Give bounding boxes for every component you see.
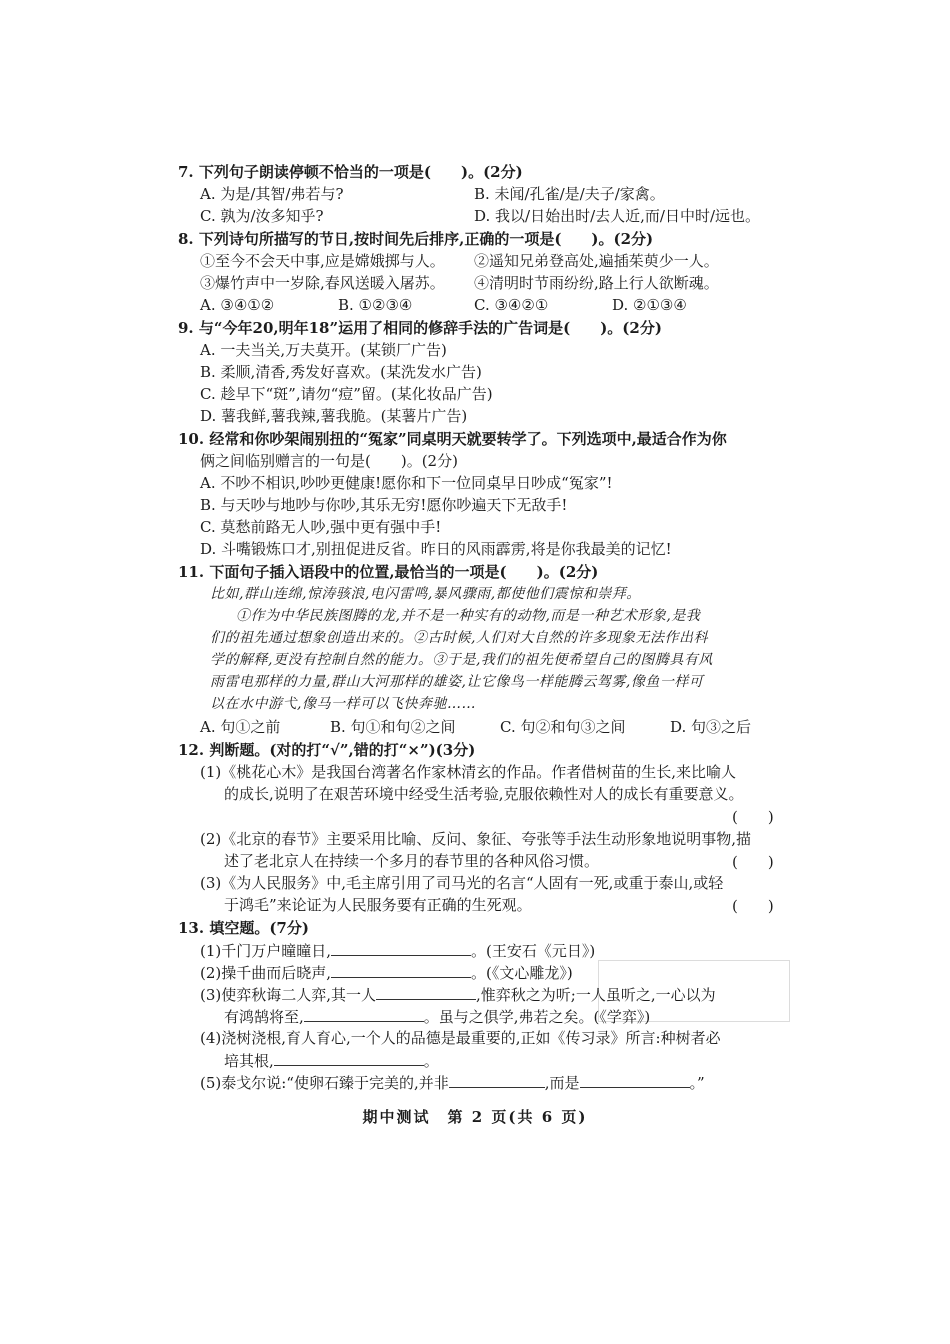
q11-passage-line-4: 雨雷电那样的力量,群山大河那样的雄姿,让它像鸟一样能腾云驾雾,像鱼一样可 <box>210 674 704 690</box>
q11-passage-line-1: ①作为中华民族图腾的龙,并不是一种实有的动物,而是一种艺术形象,是我 <box>236 608 701 624</box>
q11-option-c: C. 句②和句③之间 <box>500 718 626 736</box>
q11-passage-line-2: 们的祖先通过想象创造出来的。②古时候,人们对大自然的许多现象无法作出科 <box>210 630 708 646</box>
q13-fill-3-cont-suffix: 。虽与之俱学,弗若之矣。(《学弈》) <box>423 1008 651 1026</box>
q13-fill-1-suffix: 。(王安石《元日》) <box>471 942 596 960</box>
q11-passage-line-5: 以在水中游弋,像马一样可以飞快奔驰…… <box>210 696 476 712</box>
q13-fill-4-line-2 <box>224 1050 439 1071</box>
q9-option-a: A. 一夫当关,万夫莫开。(某锁厂广告) <box>200 341 447 359</box>
q11-option-a: A. 句①之前 <box>200 718 281 736</box>
q13-fill-5-suffix: 。” <box>689 1074 705 1092</box>
page-footer: 期中测试 第 2 页(共 6 页) <box>362 1108 588 1126</box>
q7-option-b: B. 未闻/孔雀/是/夫子/家禽。 <box>474 185 665 203</box>
q7-stem: 7. 下列句子朗读停顿不恰当的一项是( )。(2分) <box>178 163 523 181</box>
q13-fill-2-suffix: 。(《文心雕龙》) <box>471 964 573 982</box>
q13-fill-3-cont <box>224 1006 650 1027</box>
q13-fill-2-prefix: (2)操千曲而后晓声, <box>200 964 332 982</box>
q13-blank-3[interactable] <box>376 984 476 1000</box>
q13-fill-1 <box>200 940 595 961</box>
q8-poem-2: ②遥知兄弟登高处,遍插茱萸少一人。 <box>474 252 719 270</box>
q13-fill-1-prefix: (1)千门万户曈曈日, <box>200 942 332 960</box>
q13-fill-3-middle: ,惟弈秋之为听;一人虽听之,一心以为 <box>476 986 716 1004</box>
q12-statement-2-line-1: (2)《北京的春节》主要采用比喻、反问、象征、夸张等手法生动形象地说明事物,描 <box>200 830 752 848</box>
q13-fill-4-suffix: 。 <box>423 1052 439 1070</box>
q13-stem: 13. 填空题。(7分) <box>178 919 309 937</box>
q9-option-d: D. 薯我鲜,薯我辣,薯我脆。(某薯片广告) <box>200 407 468 425</box>
q13-fill-2 <box>200 962 573 983</box>
q12-statement-3-line-1: (3)《为人民服务》中,毛主席引用了司马光的名言“人固有一死,或重于泰山,或轻 <box>200 874 724 892</box>
q11-stem: 11. 下面句子插入语段中的位置,最恰当的一项是( )。(2分) <box>178 563 599 581</box>
q8-option-d: D. ②①③④ <box>612 296 687 314</box>
q13-fill-4-line-1: (4)浇树浇根,育人育心,一个人的品德是最重要的,正如《传习录》所言:种树者必 <box>200 1029 721 1047</box>
q8-option-b: B. ①②③④ <box>338 296 413 314</box>
q10-stem-line-2: 俩之间临别赠言的一句是( )。(2分) <box>200 452 458 470</box>
q13-fill-4-prefix: 培其根, <box>224 1052 274 1070</box>
q8-poem-4: ④清明时节雨纷纷,路上行人欲断魂。 <box>474 274 719 292</box>
q7-option-a: A. 为是/其智/弗若与? <box>200 185 344 203</box>
q8-option-c: C. ③④②① <box>474 296 549 314</box>
q13-fill-3 <box>200 984 716 1005</box>
q12-statement-2-line-2: 述了老北京人在持续一个多月的春节里的各种风俗习惯。 <box>224 852 600 870</box>
q13-blank-6[interactable] <box>449 1072 545 1088</box>
q12-answer-paren-2[interactable]: ( ) <box>732 853 774 871</box>
q11-insert-sentence: 比如,群山连绵,惊涛骇浪,电闪雷鸣,暴风骤雨,都使他们震惊和崇拜。 <box>210 586 641 602</box>
q13-fill-5-prefix: (5)泰戈尔说:“使卵石臻于完美的,并非 <box>200 1074 449 1092</box>
q8-poem-3: ③爆竹声中一岁除,春风送暖入屠苏。 <box>200 274 445 292</box>
q12-statement-1-line-1: (1)《桃花心木》是我国台湾著名作家林清玄的作品。作者借树苗的生长,来比喻人 <box>200 763 737 781</box>
q10-stem-line-1: 10. 经常和你吵架闹别扭的“冤家”同桌明天就要转学了。下列选项中,最适合作为你 <box>178 430 727 448</box>
q12-answer-paren-3[interactable]: ( ) <box>732 897 774 915</box>
q13-blank-4[interactable] <box>304 1006 424 1022</box>
q7-option-d: D. 我以/日始出时/去人近,而/日中时/远也。 <box>474 207 761 225</box>
q13-blank-1[interactable] <box>331 940 471 956</box>
q10-option-b: B. 与天吵与地吵与你吵,其乐无穷!愿你吵遍天下无敌手! <box>200 496 568 514</box>
q13-fill-5 <box>200 1072 705 1093</box>
q10-option-d: D. 斗嘴锻炼口才,别扭促进反省。昨日的风雨霹雳,将是你我最美的记忆! <box>200 540 672 558</box>
q13-fill-3-prefix: (3)使弈秋诲二人弈,其一人 <box>200 986 377 1004</box>
q13-blank-2[interactable] <box>331 962 471 978</box>
q8-poem-1: ①至今不会天中事,应是嫦娥掷与人。 <box>200 252 445 270</box>
q13-blank-5[interactable] <box>274 1050 424 1066</box>
q11-passage-line-3: 学的解释,更没有控制自然的能力。③于是,我们的祖先便希望自己的图腾具有风 <box>210 652 713 668</box>
q10-option-a: A. 不吵不相识,吵吵更健康!愿你和下一位同桌早日吵成“冤家”! <box>200 474 613 492</box>
q12-statement-1-line-2: 的成长,说明了在艰苦环境中经受生活考验,克服依赖性对人的成长有重要意义。 <box>224 785 744 803</box>
q9-stem: 9. 与“今年20,明年18”运用了相同的修辞手法的广告词是( )。(2分) <box>178 319 662 337</box>
q13-fill-3-cont-prefix: 有鸿鹄将至, <box>224 1008 304 1026</box>
q8-option-a: A. ③④①② <box>200 296 275 314</box>
q8-stem: 8. 下列诗句所描写的节日,按时间先后排序,正确的一项是( )。(2分) <box>178 230 654 248</box>
q7-option-c: C. 孰为/汝多知乎? <box>200 207 324 225</box>
q12-answer-paren-1[interactable]: ( ) <box>732 808 774 826</box>
q10-option-c: C. 莫愁前路无人吵,强中更有强中手! <box>200 518 442 536</box>
q11-option-d: D. 句③之后 <box>670 718 752 736</box>
q9-option-b: B. 柔顺,清香,秀发好喜欢。(某洗发水广告) <box>200 363 482 381</box>
q9-option-c: C. 趁早下“斑”,请勿“痘”留。(某化妆品广告) <box>200 385 493 403</box>
q12-statement-3-line-2: 于鸿毛”来论证为人民服务要有正确的生死观。 <box>224 896 532 914</box>
q12-stem: 12. 判断题。(对的打“√”,错的打“×”)(3分) <box>178 741 476 759</box>
q13-blank-7[interactable] <box>580 1072 690 1088</box>
q11-option-b: B. 句①和句②之间 <box>330 718 456 736</box>
q13-fill-5-middle: ,而是 <box>544 1074 580 1092</box>
bleed-through-text <box>790 162 803 181</box>
